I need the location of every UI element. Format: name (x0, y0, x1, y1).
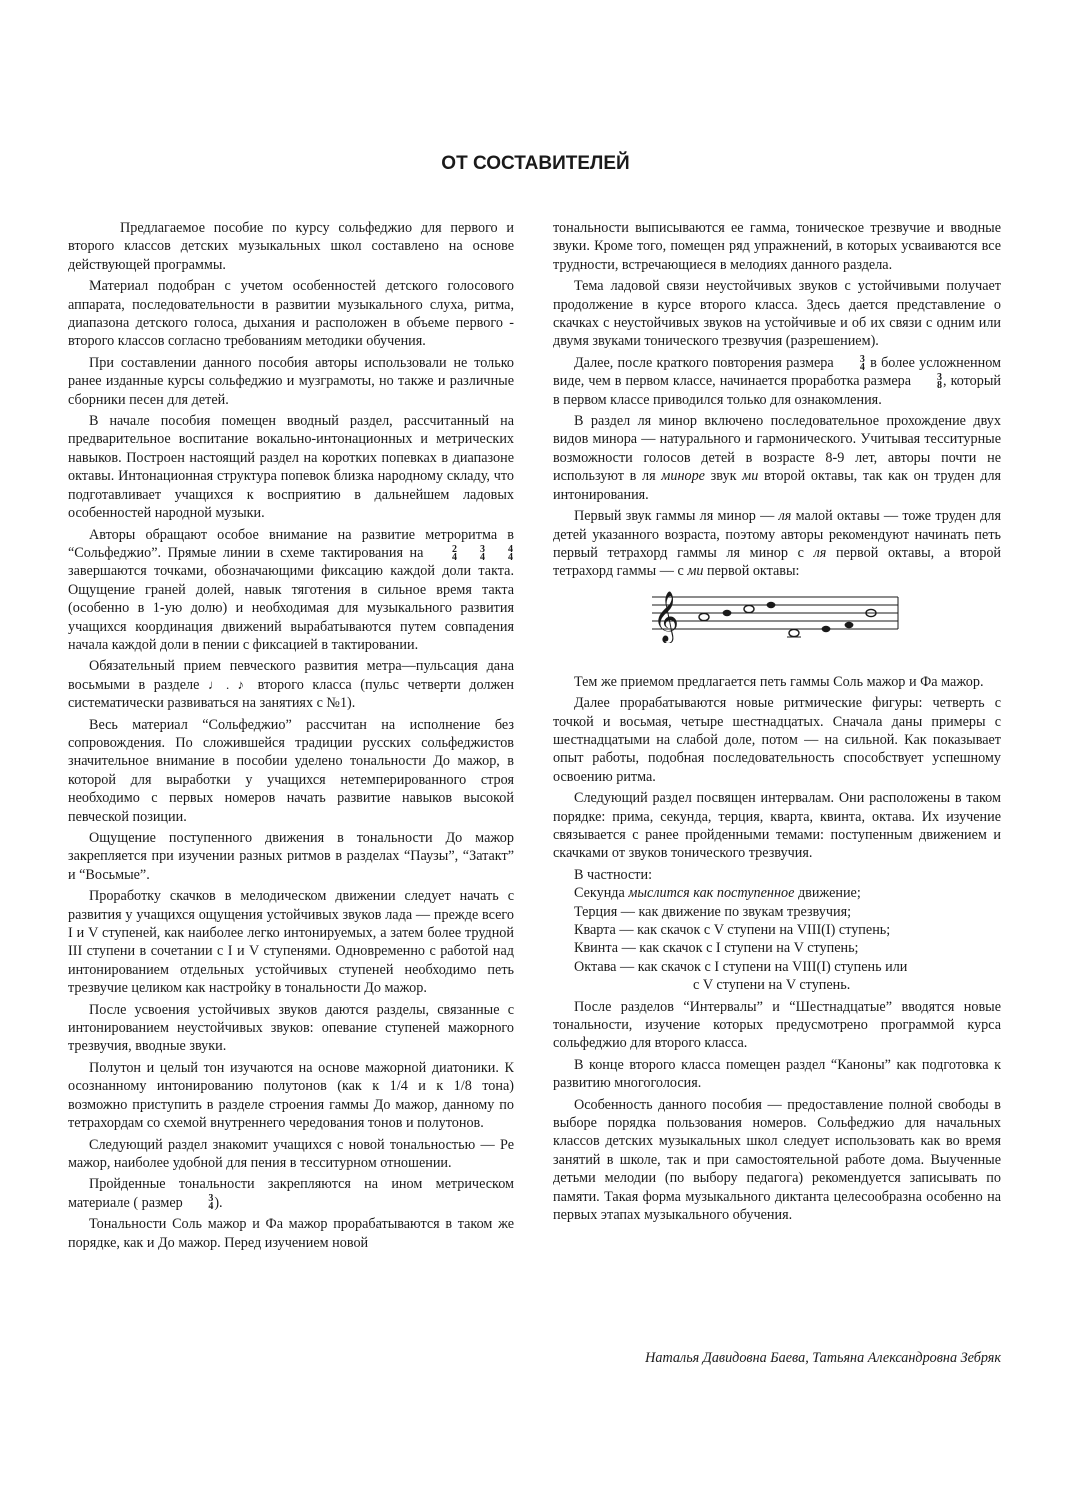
time-signature-4-4: 4 4 (508, 543, 513, 563)
paragraph: Проработку скачков в мелодическом движении следует начать с развития у учащихся ощущения устойчивых звуков лада — прежде всего I и V ступеней, как наиболее легко интонируемых, а затем более трудной III ступени в сочетании с I и V ступенями. Одновременно с работой над интонированием отдельных устойчивых ступеней необходимо петь трезвучие целиком как настройку в тональности До мажор. (68, 888, 514, 997)
text: первой октавы: (707, 563, 800, 580)
text: Авторы обращают особое внимание на развитие метроритма в “Сольфеджио”. Прямые линии в схеме тактирования на (68, 526, 514, 561)
text: ля (813, 544, 827, 561)
time-signature-3-4: 3 4 (859, 353, 865, 373)
note (723, 610, 732, 616)
paragraph: В конце второго класса помещен раздел “Каноны” как подготовка к развитию многоголосия. (553, 1056, 1001, 1092)
paragraph: Тема ладовой связи неустойчивых звуков с устойчивыми получает продолжение в курсе второго класса. Здесь дается представление о скачках с неустойчивых звуков на устойчивые и об их связи с одним или двумя звуками тонического трезвучия (разрешением). (553, 278, 1001, 350)
list-item: Кварта — как скачок с V ступени на VIII(I) ступень; (574, 922, 891, 938)
text: в более усложненном виде, чем в первом классе, начинается проработка размера (553, 354, 1002, 390)
time-signature-2-4: 2 4 (452, 543, 457, 563)
paragraph: Полутон и целый тон изучаются на основе мажорной диатоники. К осознанному интонированию полутонов (как к 1/4 и к 1/8 тона) возможно приступить в разделе строения гаммы До мажор, данному по тетрахордам со схемой внутреннего чередования тонов и полутонов. (68, 1059, 514, 1132)
list-item: Терция — как движение по звукам трезвучия; (574, 903, 852, 920)
paragraph: При составлении данного пособия авторы использовали не только ранее изданные курсы сольфеджио и музграмоты, но также и различные сборники песен для детей. (68, 354, 514, 408)
text: Первый звук гаммы ля минор — (574, 508, 775, 525)
text: второй октавы, так как он труден для интонирования. (553, 468, 1002, 503)
paragraph: Материал подобран с учетом особенностей детского голосового аппарата, последовательности в развитии музыкального слуха, ритма, диапазона детского голоса, дыхания и расположен в объеме первого - второго классов согласно требованиям методики обучения. (68, 278, 514, 350)
paragraph (553, 354, 1001, 409)
time-signature-3-8: 3 8 (937, 371, 943, 391)
paragraph: Особенность данного пособия — предоставление полной свободы в выборе порядка пользования номеров. Сольфеджио для начальных классов детских музыкальных школ следует использовать как во время занятий в школе, так и при самостоятельной работе дома. Выученные детьми мелодии (по выбору педагога) рекомендуется записывать по памяти. Такая форма музыкального диктанта целесообразна особенно на первых этапах музыкального обучения. (553, 1096, 1001, 1224)
text: ми (687, 563, 704, 580)
note (699, 613, 709, 620)
text: Обязательный прием певческого развития метра—пульсация дана восьмыми в разделе (68, 658, 514, 693)
text: звук (710, 468, 737, 485)
paragraph: Тем же приемом предлагается петь гаммы Соль мажор и Фа мажор. (574, 673, 984, 690)
music-staff-figure (650, 585, 900, 643)
paragraph (553, 412, 1001, 504)
text: миноре (661, 468, 705, 485)
paragraph: Тональности Соль мажор и Фа мажор прорабатываются в таком же порядке, как и До мажор. Перед изучением новой (68, 1216, 514, 1251)
paragraph: Следующий раздел знакомит учащихся с новой тональностью — Ре мажор, наиболее удобной для пения в тесситурном отношении. (68, 1136, 514, 1171)
paragraph: Предлагаемое пособие по курсу сольфеджио для первого и второго классов детских музыкальных школ составлено на основе действующей программы. (68, 220, 514, 273)
paragraph: тональности выписываются ее гамма, тоническое трезвучие и вводные звуки. Кроме того, помещен ряд упражнений, в которых усваиваются все трудности, встречающиеся в мелодиях данного раздела. (553, 220, 1001, 273)
right-column (553, 219, 1001, 1228)
note (744, 605, 754, 612)
text: завершаются точками, обозначающими фиксацию каждой доли такта. Ощущение граней долей, навык тяготения в сильное время такта (особенно в 1-ую долю) и необходимая для музыкального развития учащихся координация движений вырабатываются путем совпадения начала каждой доли в пении с фиксацией в тактировании. (68, 563, 514, 653)
text: ми (742, 468, 759, 485)
list-item: с V ступени на V ступень. (693, 977, 851, 994)
time-signature-3-4: 3 4 (208, 1193, 214, 1213)
text: В раздел ля минор включено последовательное прохождение двух видов минора — натурального и гармонического. Учитывая тесситурные возможности голосов детей в возрасте 8-9 лет, авторы почти не используют в ля (553, 413, 1001, 485)
text: мыслится как поступенное (628, 885, 795, 902)
text: малой октавы — тоже труден для детей указанного возраста, поэтому авторы рекомендуют начинать петь первый тетрахорд гаммы ля минор с (553, 508, 1001, 561)
paragraph: В начале пособия помещен вводный раздел, рассчитанный на предварительное воспитание вокально-интонационных и метрических навыков. Построен настоящий раздел на коротких попевках в диапазоне октавы. Интонационная структура попевок близка народному складу, что подготавливает учащихся к восприятию в дальнейшем ладовых особенностей народной музыки. (68, 413, 514, 522)
list-item (553, 884, 1001, 902)
text: движение; (797, 885, 861, 902)
text: Далее, после краткого повторения размера (574, 354, 834, 371)
list-item: Октава — как скачок с I ступени на VIII(I) ступень или (574, 958, 908, 975)
text: , который в первом классе приводился только для ознакомления. (553, 373, 1001, 408)
paragraph: Ощущение поступенного движения в тональности До мажор закрепляется при изучении разных ритмов в разделах “Паузы”, “Затакт” и “Восьмые”. (68, 830, 514, 883)
paragraph: В частности: (574, 866, 653, 883)
page-title: ОТ СОСТАВИТЕЛЕЙ (441, 153, 630, 174)
paragraph (553, 507, 1001, 581)
paragraph: После усвоения устойчивых звуков даются разделы, связанные с интонированием неустойчивых звуков: опевание ступеней мажорного трезвучия, вводные звуки. (68, 1001, 514, 1055)
text: Секунда (574, 885, 625, 902)
paragraph: Весь материал “Сольфеджио” рассчитан на исполнение без сопровождения. По сложившейся традиции русских сольфеджистов значительное внимание в пособии уделено тональности До мажор, в которой для выработки у учащихся нетемперированного строя необходимо с первых номеров начать развитие навыков высокой певческой позиции. (68, 716, 514, 825)
left-column (68, 219, 514, 1255)
paragraph: Далее прорабатываются новые ритмические фигуры: четверть с точкой и восьмая, четыре шестнадцатых. Сначала даны примеры с шестнадцатыми на слабой доле, потом — на сильной. Как показывает опыт работы, подобная последовательность способствует успешному освоению ритма. (553, 695, 1001, 785)
paragraph: Следующий раздел посвящен интервалам. Они расположены в таком порядке: прима, секунда, терция, кварта, квинта, октава. Их изучение связывается с ранее пройденными темами: поступенным движением и скачками от звуков тонического трезвучия. (553, 790, 1001, 862)
paragraph (68, 1175, 514, 1212)
text: ). (214, 1194, 223, 1211)
treble-clef-icon: 𝄞 (653, 590, 680, 642)
paragraph (68, 526, 514, 655)
note (789, 629, 799, 636)
authors-signature: Наталья Давидовна Баева, Татьяна Александровна Зебряк (645, 1350, 1001, 1366)
note (822, 626, 831, 632)
text: первой октавы, а второй тетрахорд гаммы — с (553, 544, 1002, 580)
rhythm-notes-icon: ♩. ♪ (207, 676, 250, 692)
paragraph: После разделов “Интервалы” и “Шестнадцатые” вводятся новые тональности, изучение которых предусмотрено программой курса сольфеджио для второго класса. (553, 998, 1001, 1052)
note (845, 622, 854, 628)
text: ля (778, 508, 792, 525)
paragraph (68, 657, 514, 712)
text: второго класса (пульс четверти должен систематически развиваться на занятиях с №1). (68, 676, 515, 712)
note (767, 602, 776, 608)
time-signature-3-4: 3 4 (480, 543, 485, 563)
list-item: Квинта — как скачок с I ступени на V ступень; (574, 940, 859, 957)
text: Пройденные тональности закрепляются на ином метрическом материале ( размер (68, 1176, 514, 1211)
